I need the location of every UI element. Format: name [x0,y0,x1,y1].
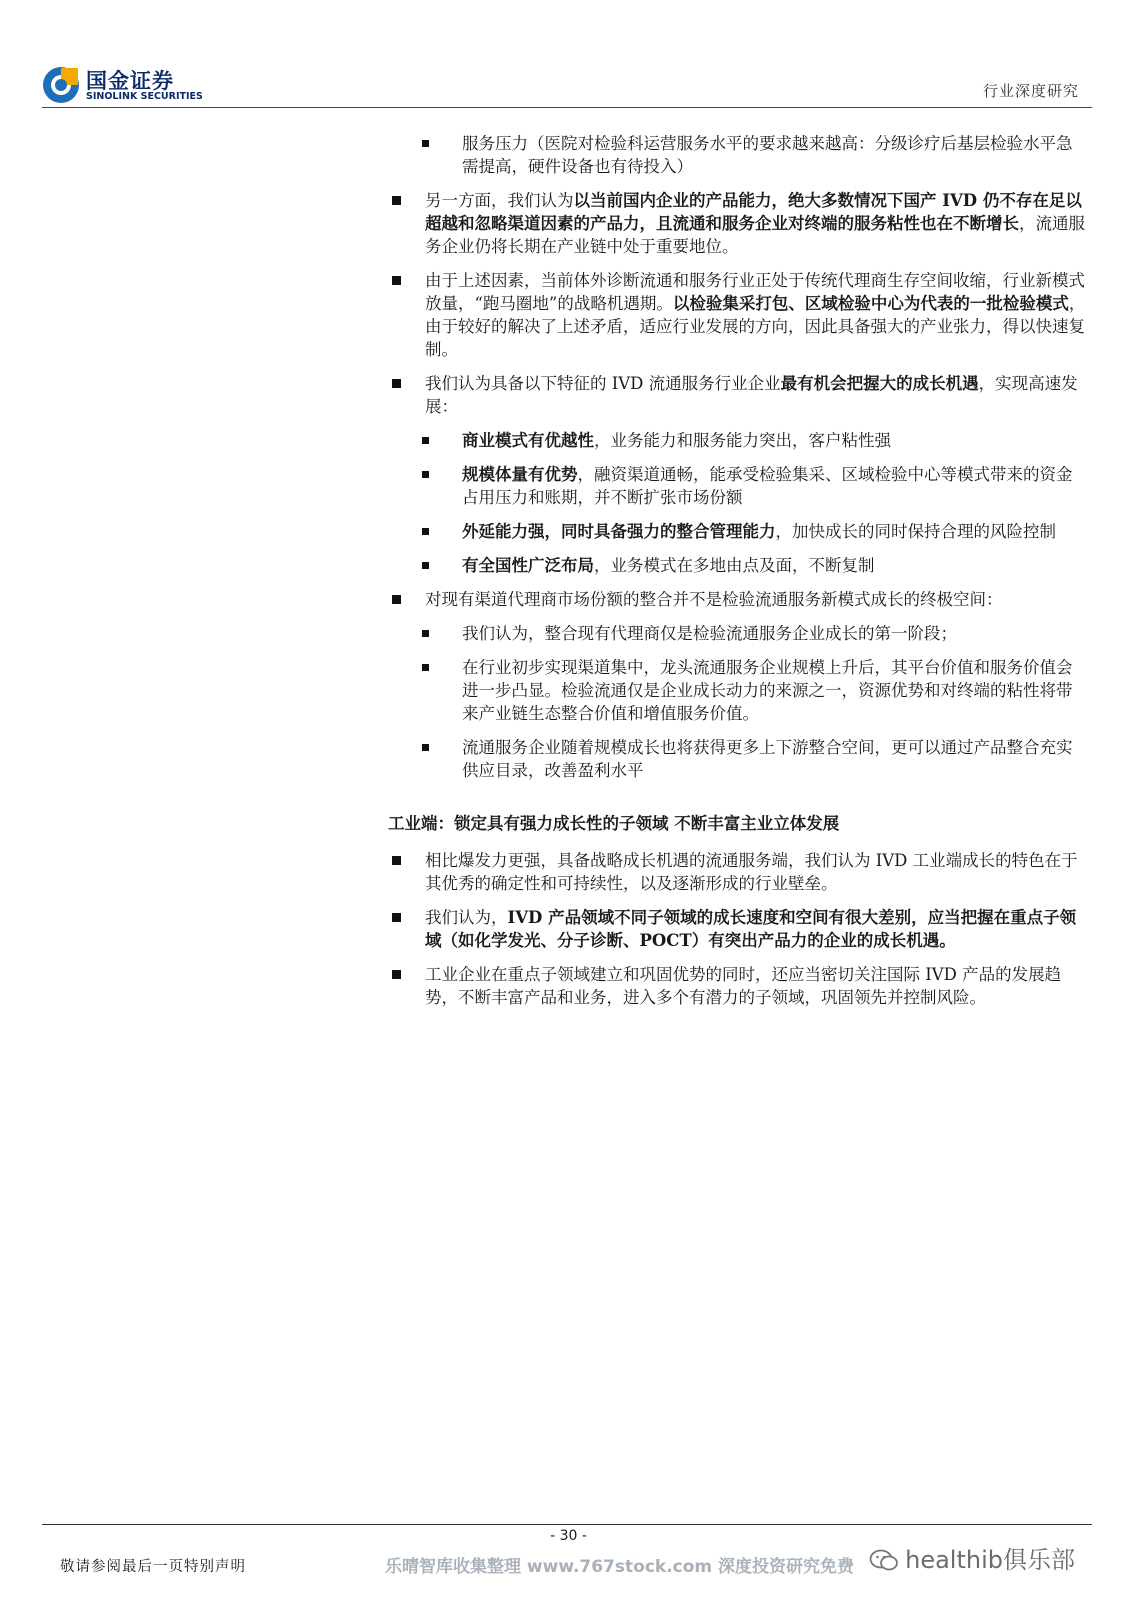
company-logo [42,64,210,106]
text-run: 服务压力（医院对检验科运营服务水平的要求越来越高：分级诊疗后基层检验水平急需提高，硬件设备也有待投入） [462,134,1073,176]
text-run: 在行业初步实现渠道集中，龙头流通服务企业规模上升后，其平台价值和服务价值会进一步凸显。检验流通仅是企业成长动力的来源之一，资源优势和对终端的粘性将带来产业链生态整合价值和增值服务价值。 [462,658,1073,723]
text-run: 另一方面，我们认为 [425,191,574,210]
square-bullet-icon [422,744,429,751]
square-bullet-icon [392,595,401,604]
bullet-item [388,906,1088,952]
badge-text: healthib俱乐部 [905,1546,1075,1574]
text-run: 工业企业在重点子领域建立和巩固优势的同时，还应当密切关注国际 IVD 产品的发展趋势，不断丰富产品和业务，进入多个有潜力的子领域，巩固领先并控制风险。 [425,965,1062,1007]
logo-mark-icon [42,66,80,104]
bullet-item [388,372,1088,418]
bullet-item [388,189,1088,258]
text-run: 流通服务企业随着规模成长也将获得更多上下游整合空间，更可以通过产品整合充实供应目录，改善盈利水平 [462,738,1073,780]
sub-bullet-item [388,132,1088,178]
text-run: ，业务能力和服务能力突出，客户粘性强 [594,431,891,450]
bold-text-run: 以当前国内企业的产品能力，绝大多数情况下国产 IVD 仍不存在足以超越和忽略渠道因素的产品力，且流通和服务企业对终端的服务粘性也在不断增长 [425,191,1082,233]
sub-bullet-item [388,429,1088,452]
bold-text-run: 外延能力强，同时具备强力的整合管理能力 [462,522,776,541]
bullet-item [388,588,1088,611]
page-number: - 30 - [550,1528,587,1544]
bullet-list [388,132,1088,782]
square-bullet-icon [422,630,429,637]
section-heading: 工业端：锁定具有强力成长性的子领域 不断丰富主业立体发展 [388,814,840,833]
bold-text-run: 以检验集采打包、区域检验中心为代表的一批检验模式 [672,294,1069,313]
wechat-icon [869,1548,899,1574]
square-bullet-icon [392,856,401,865]
text-run: ，由于较好的解决了上述矛盾，适应行业发展的方向，因此具备强大的产业张力，得以快速复制。 [425,294,1086,359]
sub-bullet-item [388,520,1088,543]
text-run: 我们认为， [425,908,508,927]
disclaimer-note: 敬请参阅最后一页特别声明 [60,1559,246,1575]
sub-bullet-item [388,656,1088,725]
header-divider [42,107,1092,108]
text-run: 对现有渠道代理商市场份额的整合并不是检验流通服务新模式成长的终极空间： [425,590,1003,609]
square-bullet-icon [392,276,401,285]
bold-text-run: 有全国性广泛布局 [462,556,594,575]
bullet-list-industrial [388,849,1088,1009]
bold-text-run: 商业模式有优越性 [462,431,594,450]
logo-english-name: SINOLINK SECURITIES [86,91,203,102]
logo-chinese-name: 国金证券 [86,69,174,93]
main-content [388,132,1088,1020]
page-header [0,0,1137,112]
wechat-badge [869,1540,1075,1575]
text-run: 由于上述因素，当前体外诊断流通和服务行业正处于传统代理商生存空间收缩，行业新模式放量，“跑马圈地”的战略机遇期。 [425,271,1085,313]
report-type-label: 行业深度研究 [982,82,1079,100]
bold-text-run: 规模体量有优势 [462,465,578,484]
bold-text-run: IVD 产品领域不同子领域的成长速度和空间有很大差别，应当把握在重点子领域（如化学发光、分子诊断、POCT）有突出产品力的企业的成长机遇。 [425,908,1077,950]
square-bullet-icon [392,196,401,205]
square-bullet-icon [422,471,429,478]
text-run: 我们认为，整合现有代理商仅是检验流通服务企业成长的第一阶段； [462,624,957,643]
bullet-item [388,963,1088,1009]
text-run: ，实现高速发展： [425,374,1078,416]
text-run: ，加快成长的同时保持合理的风险控制 [775,522,1056,541]
sub-bullet-item [388,554,1088,577]
text-run: ，流通服务企业仍将长期在产业链中处于重要地位。 [425,214,1085,256]
footer-divider [42,1524,1092,1525]
square-bullet-icon [392,379,401,388]
square-bullet-icon [392,970,401,979]
square-bullet-icon [392,913,401,922]
bold-text-run: 最有机会把握大的成长机遇 [780,374,979,393]
square-bullet-icon [422,140,429,147]
watermark-text: 乐晴智库收集整理 www.767stock.com 深度投资研究免费 [385,1557,855,1577]
sub-bullet-item [388,736,1088,782]
bullet-item [388,269,1088,361]
bullet-item [388,849,1088,895]
text-run: ，融资渠道通畅，能承受检验集采、区域检验中心等模式带来的资金占用压力和账期，并不断扩张市场份额 [462,465,1073,507]
square-bullet-icon [422,562,429,569]
square-bullet-icon [422,437,429,444]
text-run: 相比爆发力更强，具备战略成长机遇的流通服务端，我们认为 IVD 工业端成长的特色在于其优秀的确定性和可持续性，以及逐渐形成的行业壁垒。 [425,851,1078,893]
sub-bullet-item [388,622,1088,645]
sub-bullet-item [388,463,1088,509]
square-bullet-icon [422,664,429,671]
square-bullet-icon [422,528,429,535]
text-run: 我们认为具备以下特征的 IVD 流通服务行业企业 [425,374,781,393]
text-run: ，业务模式在多地由点及面，不断复制 [594,556,875,575]
